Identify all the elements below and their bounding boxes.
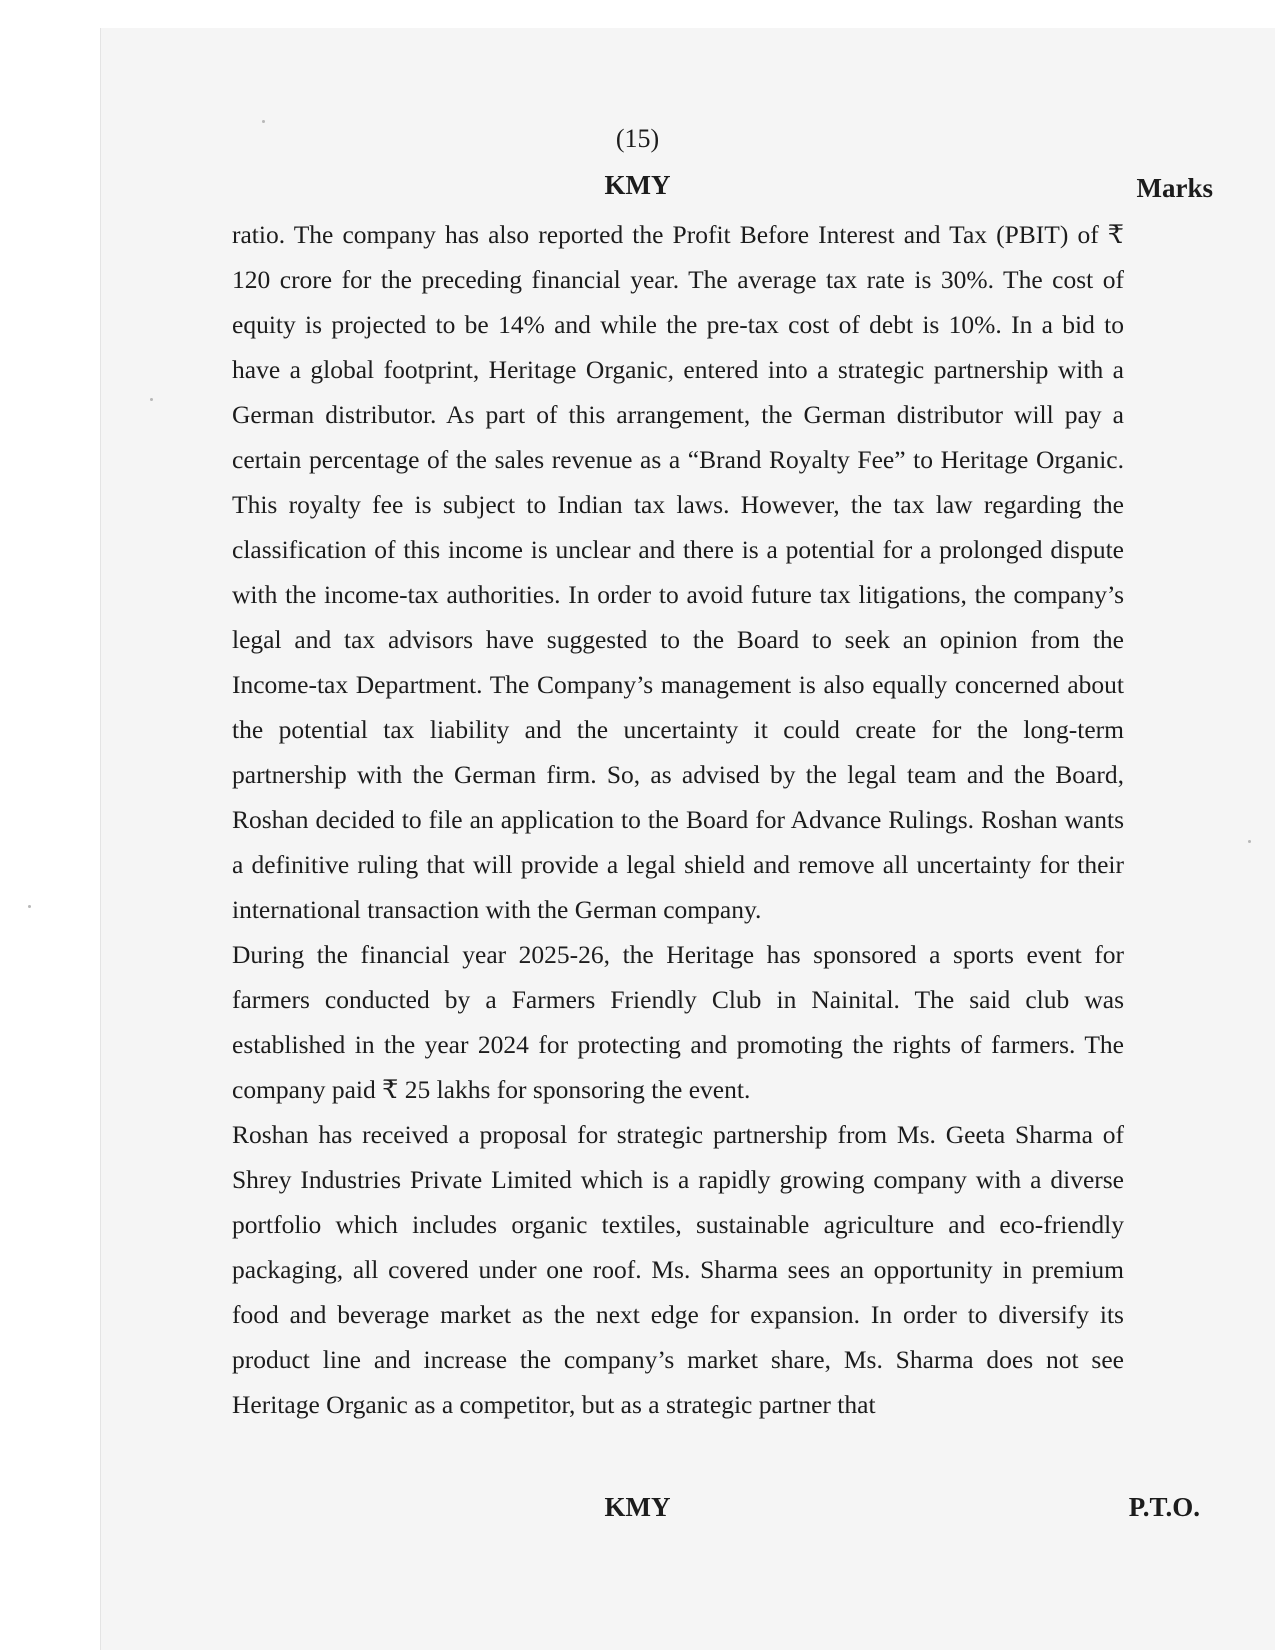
pto-label: P.T.O. (1128, 1492, 1200, 1522)
scan-speck (150, 398, 153, 401)
paper-code-header: KMY (604, 170, 671, 200)
paragraph: ratio. The company has also reported the Profit Before Interest and Tax (PBIT) of ₹ 120 crore for the preceding financial year. The average tax rate is 30%. The cost of equity is projected to be 14% and while the pre-tax cost of debt is 10%. In a bid to have a global footprint, Heritage Organic, entered into a strategic partnership with a German distributor. As part of this arrangement, the German distributor will pay a certain percentage of the sales revenue as a “Brand Royalty Fee” to Heritage Organic. This royalty fee is subject to Indian tax laws. However, the tax law regarding the classification of this income is unclear and there is a potential for a prolonged dispute with the income-tax authorities. In order to avoid future tax litigations, the company’s legal and tax advisors have suggested to the Board to seek an opinion from the Income-tax Department. The Company’s management is also equally concerned about the potential tax liability and the uncertainty it could create for the long-term partnership with the German firm. So, as advised by the legal team and the Board, Roshan decided to file an application to the Board for Advance Rulings. Roshan wants a definitive ruling that will provide a legal shield and remove all uncertainty for their international transaction with the German company. (232, 220, 1124, 924)
scan-speck (28, 905, 31, 908)
scan-speck (262, 120, 265, 123)
paragraph: Roshan has received a proposal for strategic partnership from Ms. Geeta Sharma of Shrey Industries Private Limited which is a rapidly growing company with a diverse portfolio which includes organic textiles, sustainable agriculture and eco-friendly packaging, all covered under one roof. Ms. Sharma sees an opportunity in premium food and beverage market as the next edge for expansion. In order to diversify its product line and increase the company’s market share, Ms. Sharma does not see Heritage Organic as a competitor, but as a strategic partner that (232, 1120, 1124, 1419)
marks-column-label: Marks (1136, 173, 1213, 203)
paragraph: During the financial year 2025-26, the Heritage has sponsored a sports event for farmers conducted by a Farmers Friendly Club in Nainital. The said club was established in the year 2024 for protecting and promoting the rights of farmers. The company paid ₹ 25 lakhs for sponsoring the event. (232, 940, 1124, 1104)
paper-code-footer: KMY (604, 1492, 671, 1522)
scan-speck (1248, 840, 1251, 843)
page-number: (15) (615, 124, 660, 153)
question-body (232, 212, 1124, 1427)
